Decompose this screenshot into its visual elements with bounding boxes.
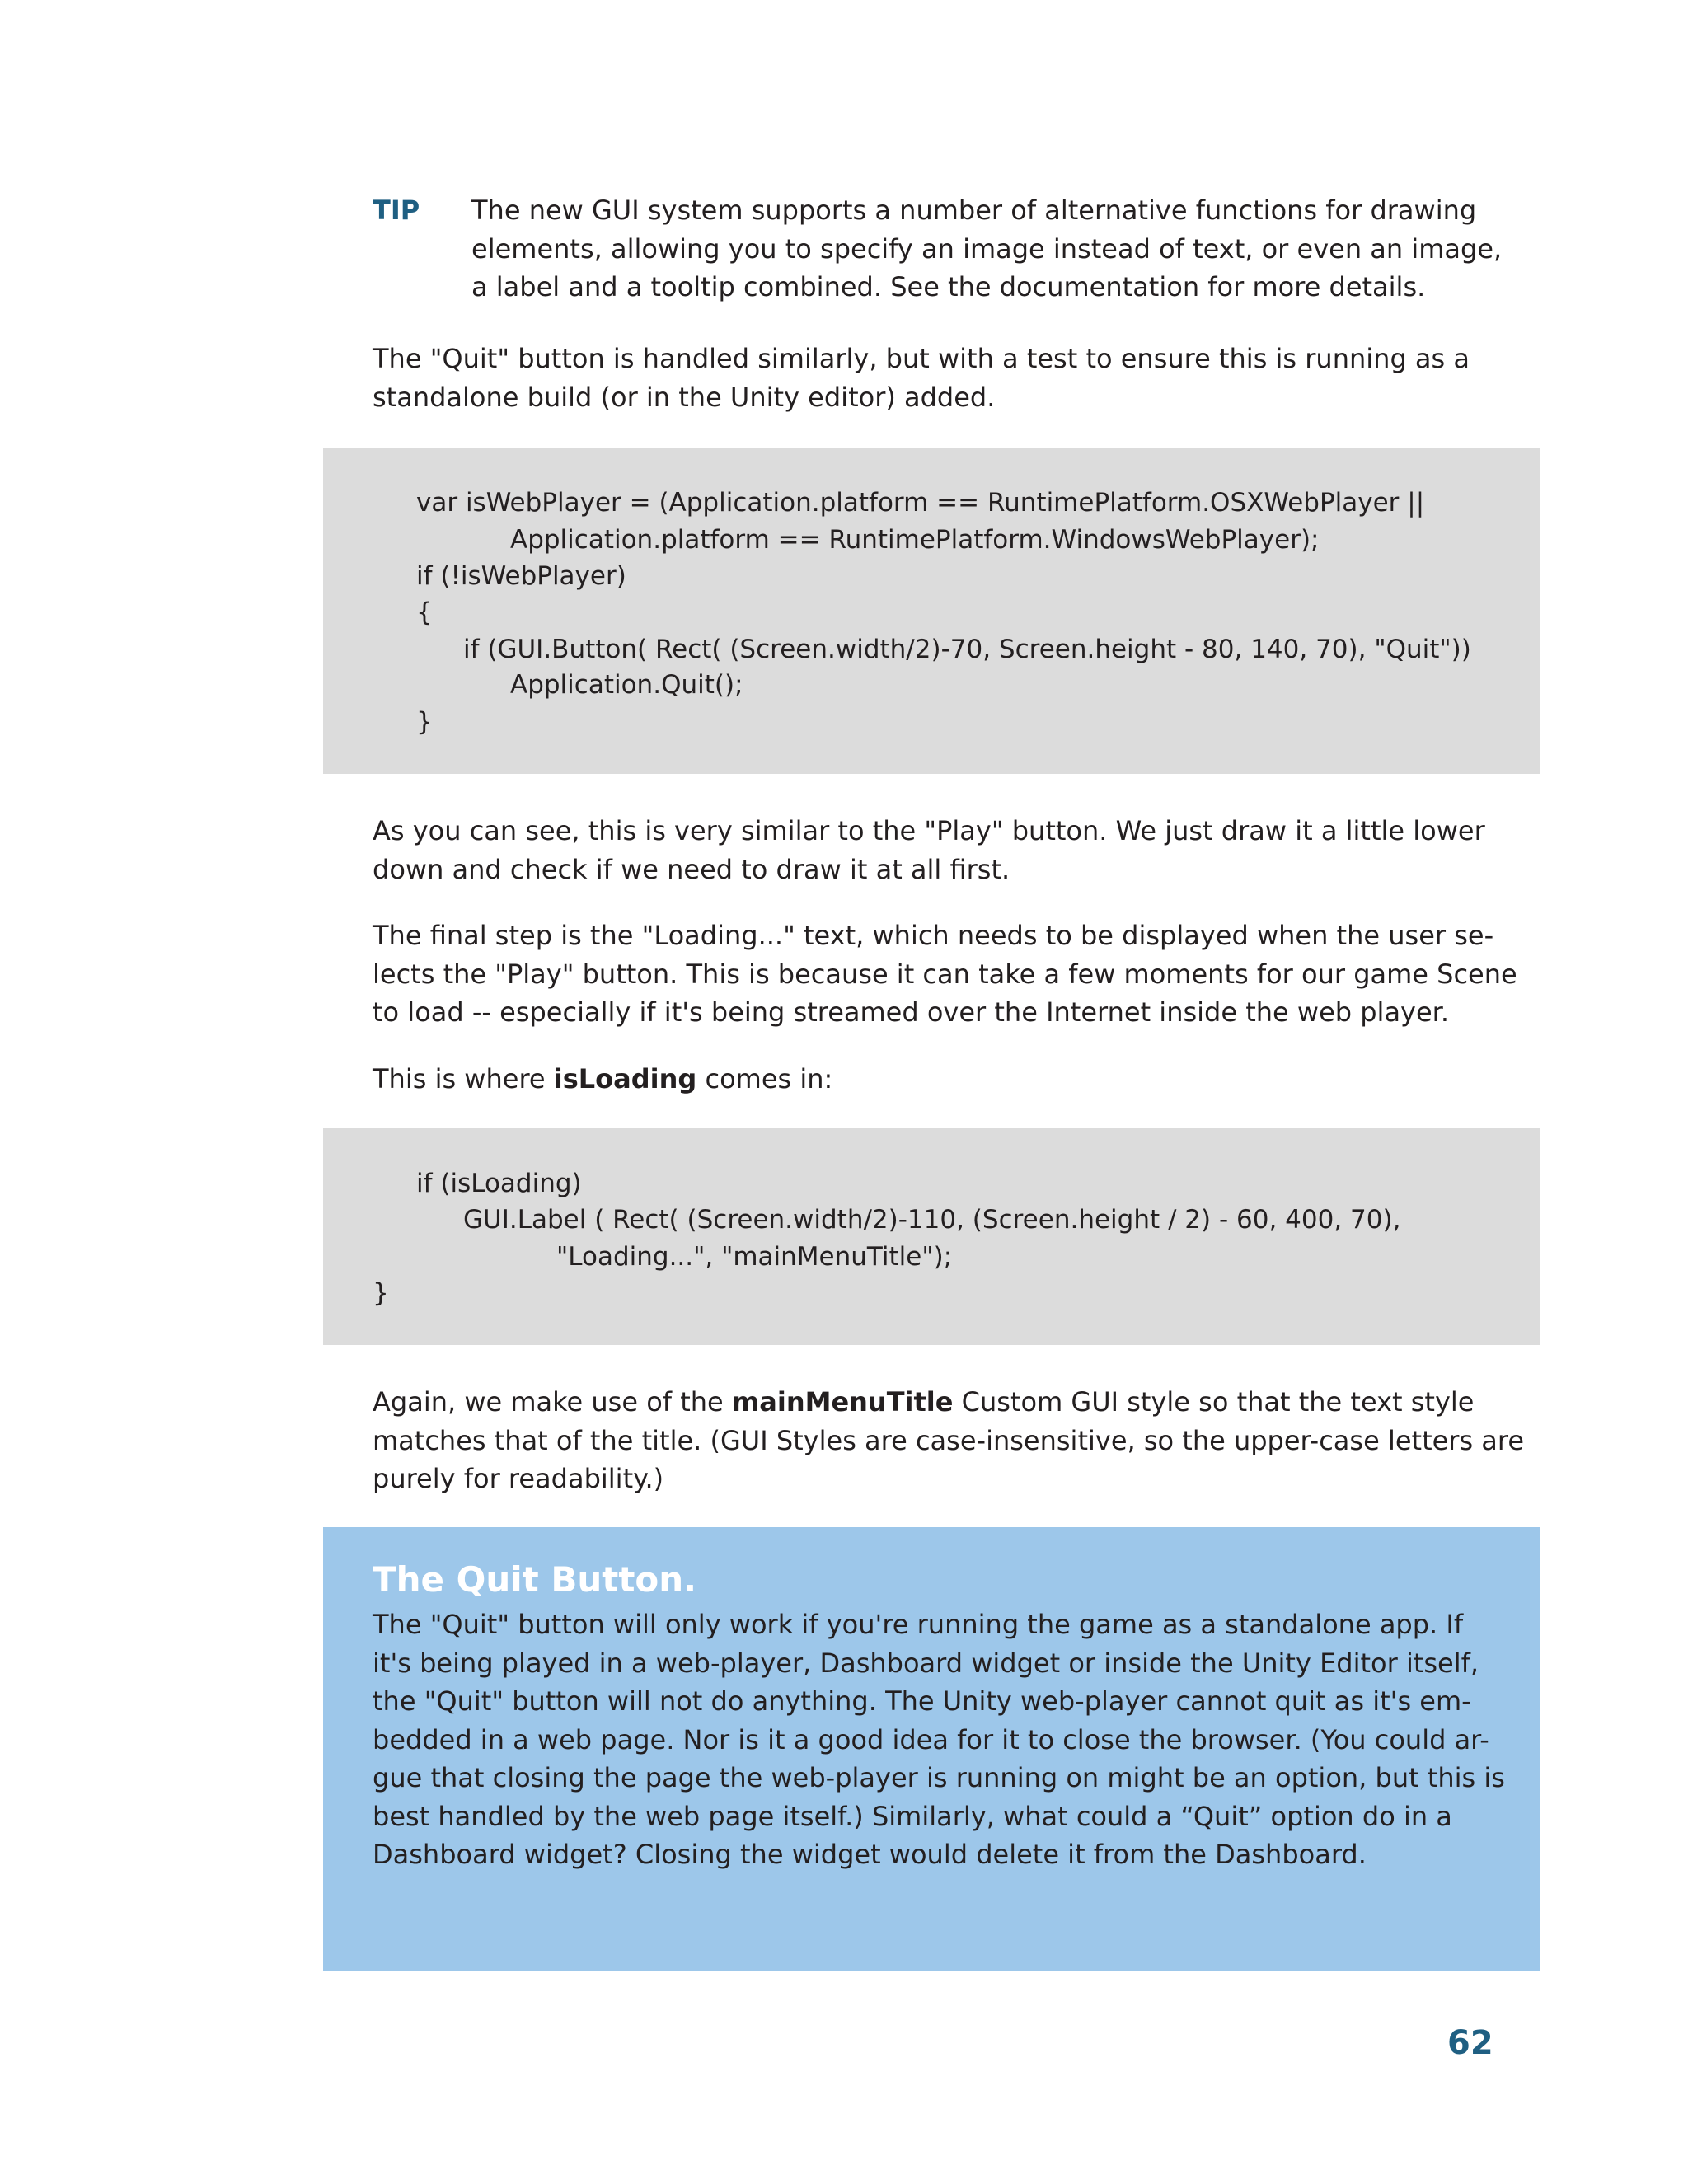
code-term-mainmenutitle: mainMenuTitle [731,1386,954,1418]
text-run: Again, we make use of the [373,1386,732,1418]
paragraph-line: down and check if we need to draw it at all first. [373,853,1010,885]
callout-line: best handled by the web page itself.) Similarly, what could a “Quit” option do in a [373,1800,1452,1832]
code-block-loading [323,1128,1540,1345]
page-number: 62 [1447,2024,1493,2062]
callout-line: bedded in a web page. Nor is it a good idea for it to close the browser. (You could ar- [373,1723,1489,1755]
callout-line: The "Quit" button will only work if you're running the game as a standalone app. If [373,1609,1464,1640]
paragraph-line: lects the "Play" button. This is because it can take a few moments for our game Scene [373,958,1517,990]
paragraph-isloading [373,1060,1526,1099]
paragraph-line: The final step is the "Loading..." text, which needs to be displayed when the user se- [373,920,1494,951]
paragraph-final-step [373,916,1526,1032]
callout-title: The Quit Button. [373,1559,697,1600]
callout-line: gue that closing the page the web-player is running on might be an option, but this is [373,1762,1505,1793]
code-line: } [416,707,433,737]
tip-line: The new GUI system supports a number of alternative functions for drawing [471,194,1477,226]
code-line: { [416,598,433,627]
paragraph-similar [373,812,1526,888]
callout-line: the "Quit" button will not do anything. The Unity web-player cannot quit as it's em- [373,1685,1471,1717]
text-run: Custom GUI style so that the text style [953,1386,1475,1418]
code-line: Application.Quit(); [510,670,743,700]
tip-label: TIP [373,194,420,226]
callout-line: Dashboard widget? Closing the widget would delete it from the Dashboard. [373,1839,1367,1870]
tip-text [471,191,1502,307]
text-run: comes in: [696,1063,833,1094]
code-line: Application.platform == RuntimePlatform.WindowsWebPlayer); [510,525,1320,555]
callout-body [373,1605,1505,1874]
code-line: } [373,1278,389,1308]
code-line: if (isLoading) [416,1169,582,1198]
text-run: This is where [373,1063,554,1094]
callout-box [323,1527,1540,1971]
code-block-quit [323,448,1540,774]
code-term-isloading: isLoading [553,1063,697,1094]
paragraph-line: As you can see, this is very similar to the "Play" button. We just draw it a little lower [373,815,1485,846]
paragraph-line: purely for readability.) [373,1463,664,1494]
tip-line: a label and a tooltip combined. See the documentation for more details. [471,271,1426,302]
paragraph-line: The "Quit" button is handled similarly, but with a test to ensure this is running as a [373,343,1470,374]
code-line: "Loading...", "mainMenuTitle"); [556,1242,953,1272]
paragraph-again [373,1383,1526,1498]
code-line: var isWebPlayer = (Application.platform == RuntimePlatform.OSXWebPlayer || [416,488,1425,518]
paragraph-quit-intro [373,340,1526,416]
paragraph-line: standalone build (or in the Unity editor) added. [373,381,996,413]
paragraph-line: matches that of the title. (GUI Styles are case-insensitive, so the upper-case letters are [373,1424,1525,1456]
code-line: if (GUI.Button( Rect( (Screen.width/2)-70, Screen.height - 80, 140, 70), "Quit")) [463,635,1471,664]
code-line: if (!isWebPlayer) [416,561,626,591]
paragraph-line: to load -- especially if it's being streamed over the Internet inside the web player. [373,996,1450,1028]
callout-line: it's being played in a web-player, Dashboard widget or inside the Unity Editor itself, [373,1647,1479,1679]
paragraph-line [373,1060,1526,1099]
code-line: GUI.Label ( Rect( (Screen.width/2)-110, (Screen.height / 2) - 60, 400, 70), [463,1205,1401,1235]
paragraph-line [373,1383,1526,1422]
tip-line: elements, allowing you to specify an image instead of text, or even an image, [471,232,1503,265]
